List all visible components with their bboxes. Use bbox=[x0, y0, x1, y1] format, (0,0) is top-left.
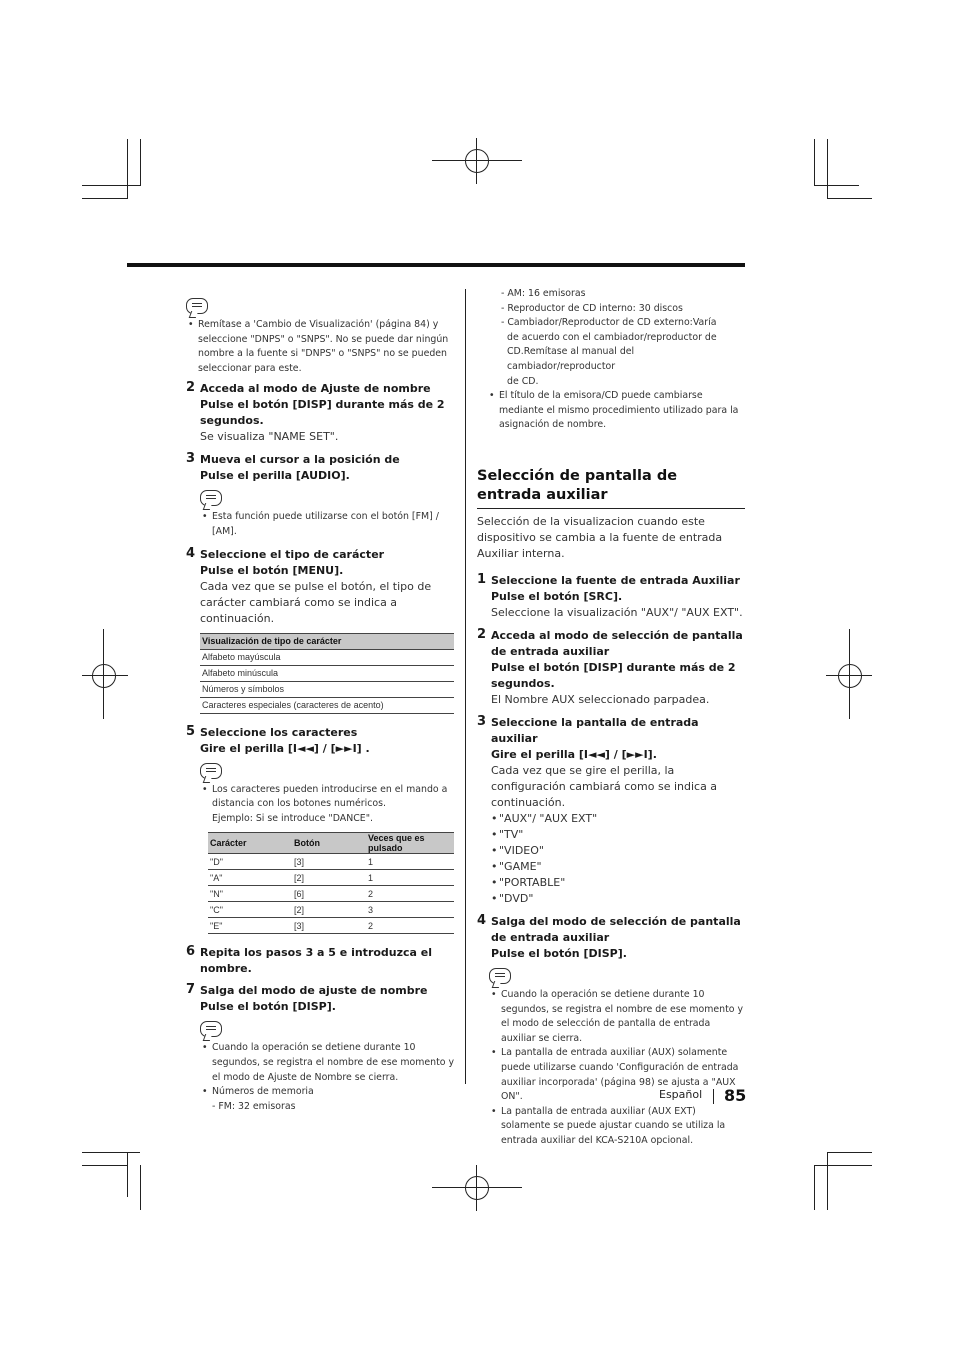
column-separator bbox=[465, 289, 466, 1084]
note-item: • Esta función puede utilizarse con el botón [FM] / [AM]. bbox=[200, 510, 456, 539]
step-3: 3 Mueva el cursor a la posición de Pulse el perilla [AUDIO]. bbox=[186, 451, 400, 483]
note-icon bbox=[200, 490, 222, 506]
note-item: • Cuando la operación se detiene durante 10 segundos, se registra el nombre de ese momento y el modo de selección de pantalla de entrada auxiliar se cierra. bbox=[489, 988, 745, 1046]
page-number: 85 bbox=[724, 1086, 747, 1105]
list-item: • "GAME" bbox=[489, 859, 745, 875]
footer-language: Español bbox=[659, 1088, 703, 1101]
section-intro: Selección de la visualizacion cuando este dispositivo se cambia a la fuente de entrada Auxiliar interna. bbox=[477, 514, 723, 560]
note-item: • Los caracteres pueden introducirse en el mando a distancia con los botones numéricos. bbox=[200, 783, 456, 812]
table-row: "N" [6] 2 bbox=[208, 886, 454, 902]
note-item: • Cuando la operación se detiene durante 10 segundos, se registra el nombre de ese momento y el modo de Ajuste de Nombre se cierra. bbox=[200, 1041, 456, 1085]
table-header: Visualización de tipo de carácter bbox=[200, 633, 454, 649]
note-icon bbox=[186, 298, 208, 314]
table-row: Alfabeto minúscula bbox=[200, 665, 454, 681]
header-rule bbox=[127, 263, 745, 267]
dance-example-table: Carácter Botón Veces que es pulsado "D" [3] 1 "A" [2] 1 "N" [6] 2 "C" [2] 3 "E" [3] 2 bbox=[208, 832, 454, 934]
step-2: 2 Acceda al modo de Ajuste de nombre Pulse el botón [DISP] durante más de 2 segundos. Se visualiza "NAME SET". bbox=[186, 380, 445, 444]
step-4: 4 Salga del modo de selección de pantalla de entrada auxiliar Pulse el botón [DISP]. bbox=[477, 912, 741, 960]
option-list bbox=[477, 811, 745, 907]
table-row: Caracteres especiales (caracteres de acento) bbox=[200, 697, 454, 713]
step-2: 2 Acceda al modo de selección de pantalla de entrada auxiliar Pulse el botón [DISP] durante más de 2 segundos. El Nombre AUX seleccionado parpadea. bbox=[477, 626, 743, 706]
step-5: 5 Seleccione los caracteres Gire el perilla [I◄◄] / [►►I] . bbox=[186, 723, 370, 755]
left-column bbox=[186, 292, 456, 1114]
step-6: 6 Repita los pasos 3 a 5 e introduzca el nombre. bbox=[186, 944, 433, 976]
section-heading: Selección de pantalla de entrada auxiliar bbox=[477, 467, 678, 503]
list-item: • "VIDEO" bbox=[489, 843, 745, 859]
note-icon bbox=[200, 1021, 222, 1037]
heading-rule bbox=[477, 508, 745, 509]
footer-divider bbox=[713, 1089, 714, 1104]
right-column bbox=[477, 287, 745, 1148]
note-item: • Remítase a 'Cambio de Visualización' (página 84) y seleccione "DNPS" o "SNPS". No se puede dar ningún nombre a la fuente si "DNPS" o "SNPS" no se pueden seleccionar para este. bbox=[186, 318, 456, 376]
step-3: 3 Seleccione la pantalla de entrada auxiliar Gire el perilla [I◄◄] / [►►I]. Cada vez que se gire el perilla, la configuración cambiará como se indica a continuación. bbox=[477, 713, 718, 809]
table-row: "A" [2] 1 bbox=[208, 870, 454, 886]
note-sub-item: - FM: 32 emisoras bbox=[212, 1100, 296, 1112]
note-icon bbox=[489, 968, 511, 984]
step-4: 4 Seleccione el tipo de carácter Pulse el botón [MENU]. Cada vez que se pulse el botón, el tipo de carácter cambiará como se indica a continuación. bbox=[186, 545, 432, 625]
memory-list-continued: - AM: 16 emisoras - Reproductor de CD interno: 30 discos - Cambiador/Reproductor de CD externo:Varía de acuerdo con el cambiador/reproductor de CD.Remítase al manual del cambiador/reproductor de CD. bbox=[501, 288, 717, 387]
note-item: • La pantalla de entrada auxiliar (AUX) solamente puede utilizarse cuando 'Configuración de entrada auxiliar incorporada' (página 98) se ajusta a "AUX ON". bbox=[489, 1046, 745, 1104]
list-item: • "TV" bbox=[489, 827, 745, 843]
table-row: "C" [2] 3 bbox=[208, 902, 454, 918]
note-icon bbox=[200, 763, 222, 779]
note-block bbox=[186, 318, 456, 376]
list-item: • "AUX"/ "AUX EXT" bbox=[489, 811, 745, 827]
table-row: Números y símbolos bbox=[200, 681, 454, 697]
note-item: • El título de la emisora/CD puede cambiarse mediante el mismo procedimiento utilizado para la asignación de nombre. bbox=[487, 389, 745, 433]
table-row: "D" [3] 1 bbox=[208, 854, 454, 870]
list-item: • "PORTABLE" bbox=[489, 875, 745, 891]
step-1: 1 Seleccione la fuente de entrada Auxiliar Pulse el botón [SRC]. Seleccione la visualización "AUX"/ "AUX EXT". bbox=[477, 571, 743, 619]
table-row: "E" [3] 2 bbox=[208, 918, 454, 934]
list-item: • "DVD" bbox=[489, 891, 745, 907]
character-type-table bbox=[200, 633, 454, 714]
table-row: Alfabeto mayúscula bbox=[200, 649, 454, 665]
note-item: • Números de memoria bbox=[200, 1085, 456, 1100]
note-example: Ejemplo: Si se introduce "DANCE". bbox=[212, 812, 373, 824]
step-7: 7 Salga del modo de ajuste de nombre Pulse el botón [DISP]. bbox=[186, 982, 428, 1014]
note-item: • La pantalla de entrada auxiliar (AUX EXT) solamente se puede ajustar cuando se utiliza la entrada auxiliar del KCA-S210A opcional. bbox=[489, 1105, 745, 1149]
